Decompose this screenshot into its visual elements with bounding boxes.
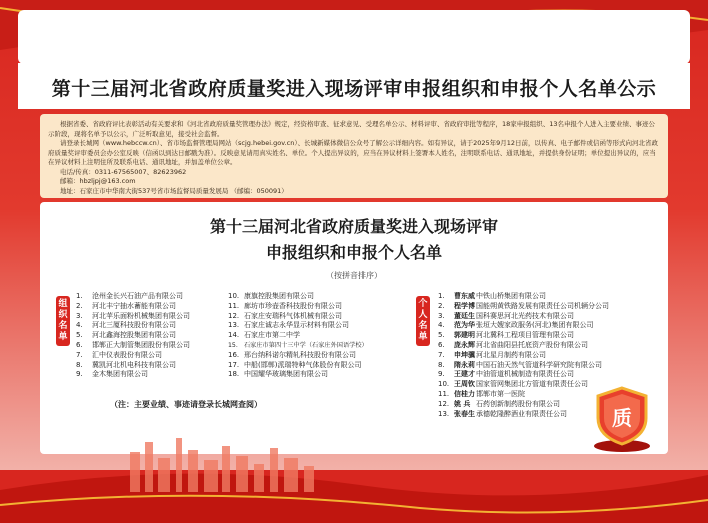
list-item: 18. 中国耀华玻璃集团有限公司	[228, 370, 328, 379]
person-list-tag: 个人名单	[416, 296, 430, 346]
quality-shield-icon	[590, 384, 654, 454]
top-banner	[18, 10, 690, 64]
notice-phone: 电话/传真：0311-67565007、82623962	[60, 167, 187, 176]
list-item: 2. 河北丰宁抽水蓄能有限公司	[76, 301, 176, 310]
list-item: 15. 石家庄市第四十三中学（石家庄外国语学校）	[228, 341, 368, 349]
list-item: 10. 康旗控股集团有限公司	[228, 292, 314, 300]
list-item: 13. 张春生承德乾隆醉酒业有限责任公司	[438, 409, 567, 418]
list-item: 14. 石家庄市第二中学	[228, 331, 300, 340]
list-item: 10. 王周钦国家管网集团北方管道有限责任公司	[438, 380, 588, 389]
list-title-line-2: 申报组织和申报个人名单	[265, 243, 442, 262]
footnote: （注：主要业绩、事迹请登录长城网查阅）	[110, 400, 262, 409]
list-item: 4. 河北三厦科技股份有限公司	[76, 321, 176, 330]
list-item: 5. 河北鑫海控股集团有限公司	[76, 331, 176, 340]
list-item: 3. 董廷生国科赛思河北光药技术有限公司	[438, 311, 574, 320]
org-list-col-right	[228, 292, 373, 380]
list-item: 3. 河北苹乐面粉机械集团有限公司	[76, 311, 190, 320]
list-item: 6. 庞永辉河北省曲阳县托底资产股份有限公司	[438, 340, 588, 349]
page-title: 第十三届河北省政府质量奖进入现场评审申报组织和申报个人名单公示	[51, 78, 657, 100]
notice-box	[40, 114, 668, 198]
list-item: 13. 石家庄诚志永华显示材料有限公司	[228, 321, 349, 330]
list-item: 9. 金木集团有限公司	[76, 370, 148, 379]
list-item: 12. 石家庄安瑞科气体机械有限公司	[228, 311, 342, 320]
badge-char: 质	[612, 406, 632, 430]
list-title-line-1: 第十三届河北省政府质量奖进入现场评审	[209, 217, 498, 236]
list-item: 11. 廊坊市珍壶香科技股份有限公司	[228, 301, 342, 310]
list-item: 7. 汇中仪表股份有限公司	[76, 350, 162, 359]
list-item: 4. 范为华张垣大嫂家政服务(河北)集团有限公司	[438, 321, 594, 330]
org-list-tag: 组织名单	[56, 296, 70, 346]
notice-paragraph-1: 根据省委、省政府评比表彰活动有关要求和《河北省政府质量奖管理办法》规定，经资格审查、征求意见、受理名单公示、材料评审、省政府审批等程序，18家申报组织、13名申报个人进入主要业绩、事迹公示阶段，现将名单予以公示，广泛听取意见，接受社会监督。	[48, 120, 656, 138]
list-item: 11. 信桂力邯郸市第一医院	[438, 389, 525, 398]
list-item: 8. 冀凯河北机电科技有限公司	[76, 360, 176, 369]
list-item: 1. 沧州金长兴石油产品有限公司	[76, 292, 183, 300]
list-item: 16. 邢台纳科诺尔精轧科技股份有限公司	[228, 350, 356, 359]
list-item: 1. 曹东威中铁山桥集团有限公司	[438, 292, 546, 300]
list-item: 7. 申坤骥河北星月制药有限公司	[438, 350, 546, 359]
list-item: 12. 姚 兵 石药创新制药股份有限公司	[438, 399, 560, 408]
list-item: 5. 郭建明河北冀科工程项目管理有限公司	[438, 331, 574, 340]
list-item: 17. 中船(邯郸)派瑞特种气体股份有限公司	[228, 360, 362, 369]
notice-address: 地址：石家庄市中华南大街537号省市场监督局质量发展局 （邮编：050091）	[60, 186, 288, 195]
list-item: 6. 邯郸正大制管集团股份有限公司	[76, 340, 190, 349]
list-item: 9. 王建才中油管道机械制造有限责任公司	[438, 370, 574, 379]
org-list-col-left	[76, 292, 221, 380]
list-item: 2. 程学博国能朔黄铁路发展有限责任公司机辆分公司	[438, 301, 609, 310]
order-note: （按拼音排序）	[326, 271, 382, 280]
notice-paragraph-2: 请登录长城网（www.hebccw.cn）、省市场监督管理局网站（scjg.hebei.gov.cn）、长城新媒体微信公众号了解公示详细内容。如有异议，请于2025年9月12日前，以传真、电子邮件或信函等形式向河北省政府质量奖评审委员会办公室反映（信函以到达日邮戳为准）。反映意见请用真实姓名、单位。个人提出异议的，应当在异议材料上签署本人姓名，注明联系电话、通讯地址，并提供身份证明；单位提出异议的，应当在异议材料上注明住所及联系电话、通讯地址，并加盖单位公章。	[48, 139, 659, 166]
list-item: 8. 隋永莉中国石油天然气管道科学研究院有限公司	[438, 360, 602, 369]
notice-email: 邮箱：hbzljpj@163.com	[60, 177, 136, 185]
